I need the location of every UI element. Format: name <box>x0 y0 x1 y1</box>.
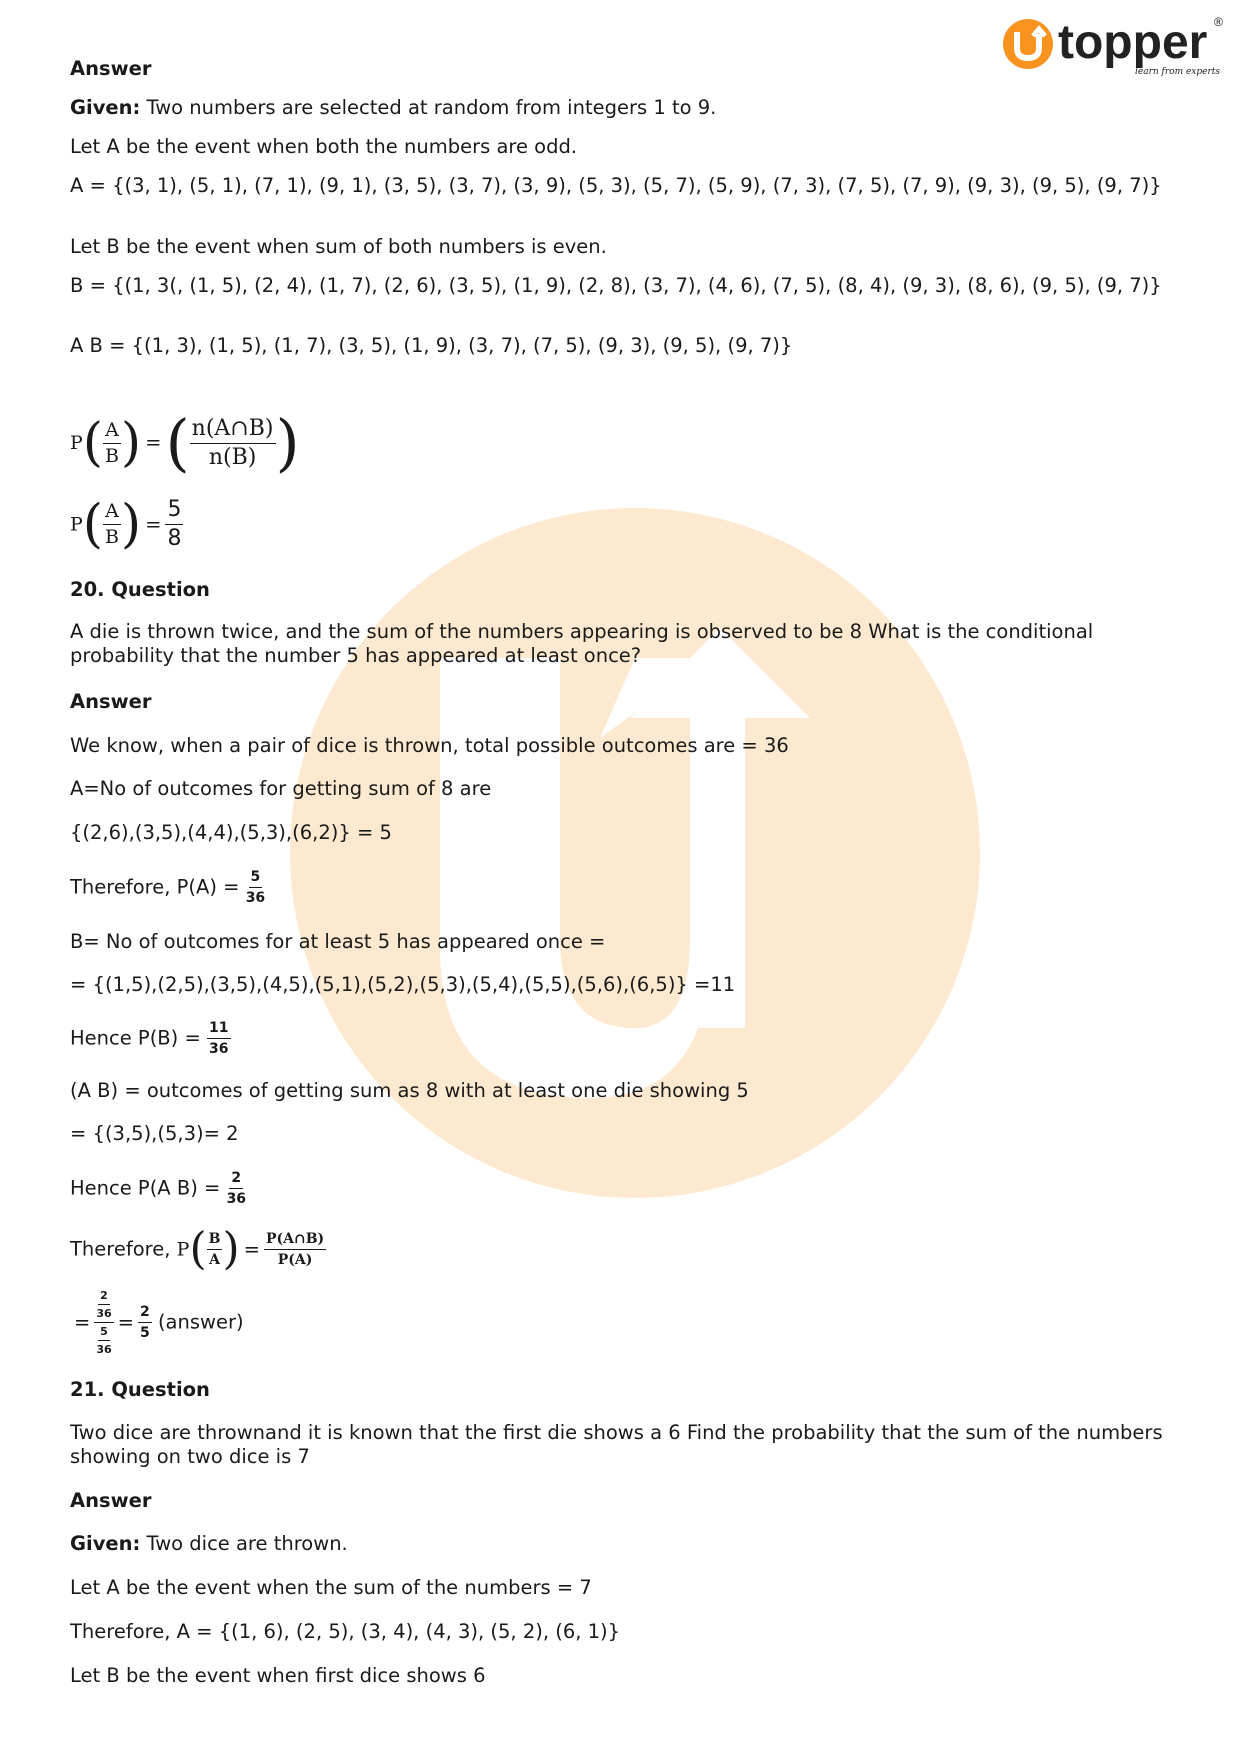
q20-therefore-line: Therefore, P( $\frac{B}{A}$ ) = $\frac{P(A\cap B)}{P(A)}$ <box>70 1223 325 1275</box>
final-denominator: 5 <box>140 1325 150 1341</box>
q20-pa-line <box>70 862 265 913</box>
q20-pb-line <box>70 1013 231 1064</box>
pa-numerator: 5 <box>249 870 263 888</box>
therefore-label: Therefore, <box>70 1237 177 1261</box>
cond-top: A <box>103 421 121 444</box>
q20-line-2: A=No of outcomes for getting sum of 8 are <box>70 777 492 800</box>
equals-sign: = <box>74 1310 91 1334</box>
cond-bottom: B <box>104 526 119 548</box>
question-21-heading: 21. Question <box>70 1378 210 1401</box>
given-label: Given: <box>70 1532 141 1555</box>
pa-denominator: 36 <box>245 890 266 906</box>
result-denominator: 8 <box>167 526 182 551</box>
cond-bottom: B <box>104 444 119 467</box>
answer-heading: Answer <box>70 690 152 713</box>
cond-top: B <box>207 1232 223 1250</box>
q20-pab-line <box>70 1163 246 1214</box>
cond-bottom: A <box>209 1252 220 1268</box>
pab-label: Hence P(A B) = <box>70 1176 227 1200</box>
topper-logo <box>1000 12 1225 80</box>
final-numerator: 2 <box>138 1305 152 1323</box>
formula-denominator: n(B) <box>208 444 257 470</box>
event-a-line: Let A be the event when both the numbers are odd. <box>70 135 578 158</box>
q20-line-7: = {(3,5),(5,3)= 2 <box>70 1122 239 1145</box>
q20-final-line <box>70 1290 244 1355</box>
answer-tag: (answer) <box>157 1310 244 1334</box>
q20-line-4: B= No of outcomes for at least 5 has appeared once = <box>70 930 606 953</box>
inner2-numerator: 5 <box>98 1326 110 1341</box>
pa-label: Therefore, P(A) = <box>70 875 246 899</box>
logo-brand-text: topper <box>1058 16 1208 69</box>
pb-numerator: 11 <box>207 1021 230 1039</box>
given-line <box>70 96 716 120</box>
set-b-line: B = {(1, 3(, (1, 5), (2, 4), (1, 7), (2, 6), (3, 5), (1, 9), (2, 8), (3, 7), (4, 6), (7, 5), (8, 4), (9, 3), (8, 6), (9, 5), (9, 7)} <box>70 274 1162 297</box>
pab-numerator: 2 <box>229 1171 243 1189</box>
question-20-heading: 20. Question <box>70 578 210 601</box>
pb-denominator: 36 <box>209 1041 229 1057</box>
answer-heading: Answer <box>70 57 152 80</box>
q20-line-3: {(2,6),(3,5),(4,4),(5,3),(6,2)} = 5 <box>70 821 392 844</box>
cond-top: A <box>103 502 121 525</box>
q21-line-3: Let B be the event when first dice shows 6 <box>70 1664 486 1687</box>
q21-line-2: Therefore, A = {(1, 6), (2, 5), (3, 4), (4, 3), (5, 2), (6, 1)} <box>70 1620 621 1643</box>
inner-numerator: 2 <box>98 1290 110 1305</box>
result-numerator: 5 <box>165 499 183 525</box>
q21-line-1: Let A be the event when the sum of the numbers = 7 <box>70 1576 592 1599</box>
given-label: Given: <box>70 96 141 119</box>
answer-heading: Answer <box>70 1489 152 1512</box>
logo-tagline: learn from experts <box>1135 67 1221 77</box>
therefore-numerator: P(A∩B) <box>264 1232 326 1250</box>
inner-denominator: 36 <box>96 1307 112 1320</box>
question-21-text: Two dice are thrownand it is known that the first die shows a 6 Find the probability that the sum of the numbers showing on two dice is 7 <box>70 1421 1163 1468</box>
formula-numerator: n(A∩B) <box>190 418 276 444</box>
set-ab-line: A B = {(1, 3), (1, 5), (1, 7), (3, 5), (1, 9), (3, 7), (7, 5), (9, 3), (9, 5), (9, 7)} <box>70 334 793 357</box>
q20-line-6: (A B) = outcomes of getting sum as 8 with at least one die showing 5 <box>70 1079 749 1102</box>
q21-given-line <box>70 1532 348 1556</box>
prob-symbol: P <box>176 1238 190 1261</box>
pab-denominator: 36 <box>226 1191 247 1207</box>
q20-line-1: We know, when a pair of dice is thrown, total possible outcomes are = 36 <box>70 734 789 757</box>
inner2-denominator: 36 <box>96 1343 112 1356</box>
set-a-line: A = {(3, 1), (5, 1), (7, 1), (9, 1), (3, 5), (3, 7), (3, 9), (5, 3), (5, 7), (5, 9), (7, 3), (7, 5), (7, 9), (9, 3), (9, 5), (9, 7)} <box>70 174 1162 197</box>
registered-mark: ® <box>1214 15 1223 29</box>
equals-sign: = <box>117 1310 134 1334</box>
conditional-result: P( $\frac{A}{B}$ ) = $\frac{5}{8}$ <box>70 494 182 555</box>
prob-symbol: P <box>70 432 83 454</box>
therefore-denominator: P(A) <box>277 1252 313 1268</box>
q20-line-5: = {(1,5),(2,5),(3,5),(4,5),(5,1),(5,2),(5,3),(5,4),(5,5),(5,6),(6,5)} =11 <box>70 973 736 996</box>
conditional-formula: P( $\frac{A}{B}$ ) =( $\frac{n(A\cap B)}{n(B)}$ ) <box>70 406 300 479</box>
pb-label: Hence P(B) = <box>70 1026 208 1050</box>
event-b-line: Let B be the event when sum of both numbers is even. <box>70 235 607 258</box>
question-20-text: A die is thrown twice, and the sum of the numbers appearing is observed to be 8 What is the conditional probability that the number 5 has appeared at least once? <box>70 620 1094 667</box>
prob-symbol: P <box>70 513 83 536</box>
given-text: Two numbers are selected at random from integers 1 to 9. <box>140 96 717 119</box>
given-text: Two dice are thrown. <box>140 1532 348 1555</box>
